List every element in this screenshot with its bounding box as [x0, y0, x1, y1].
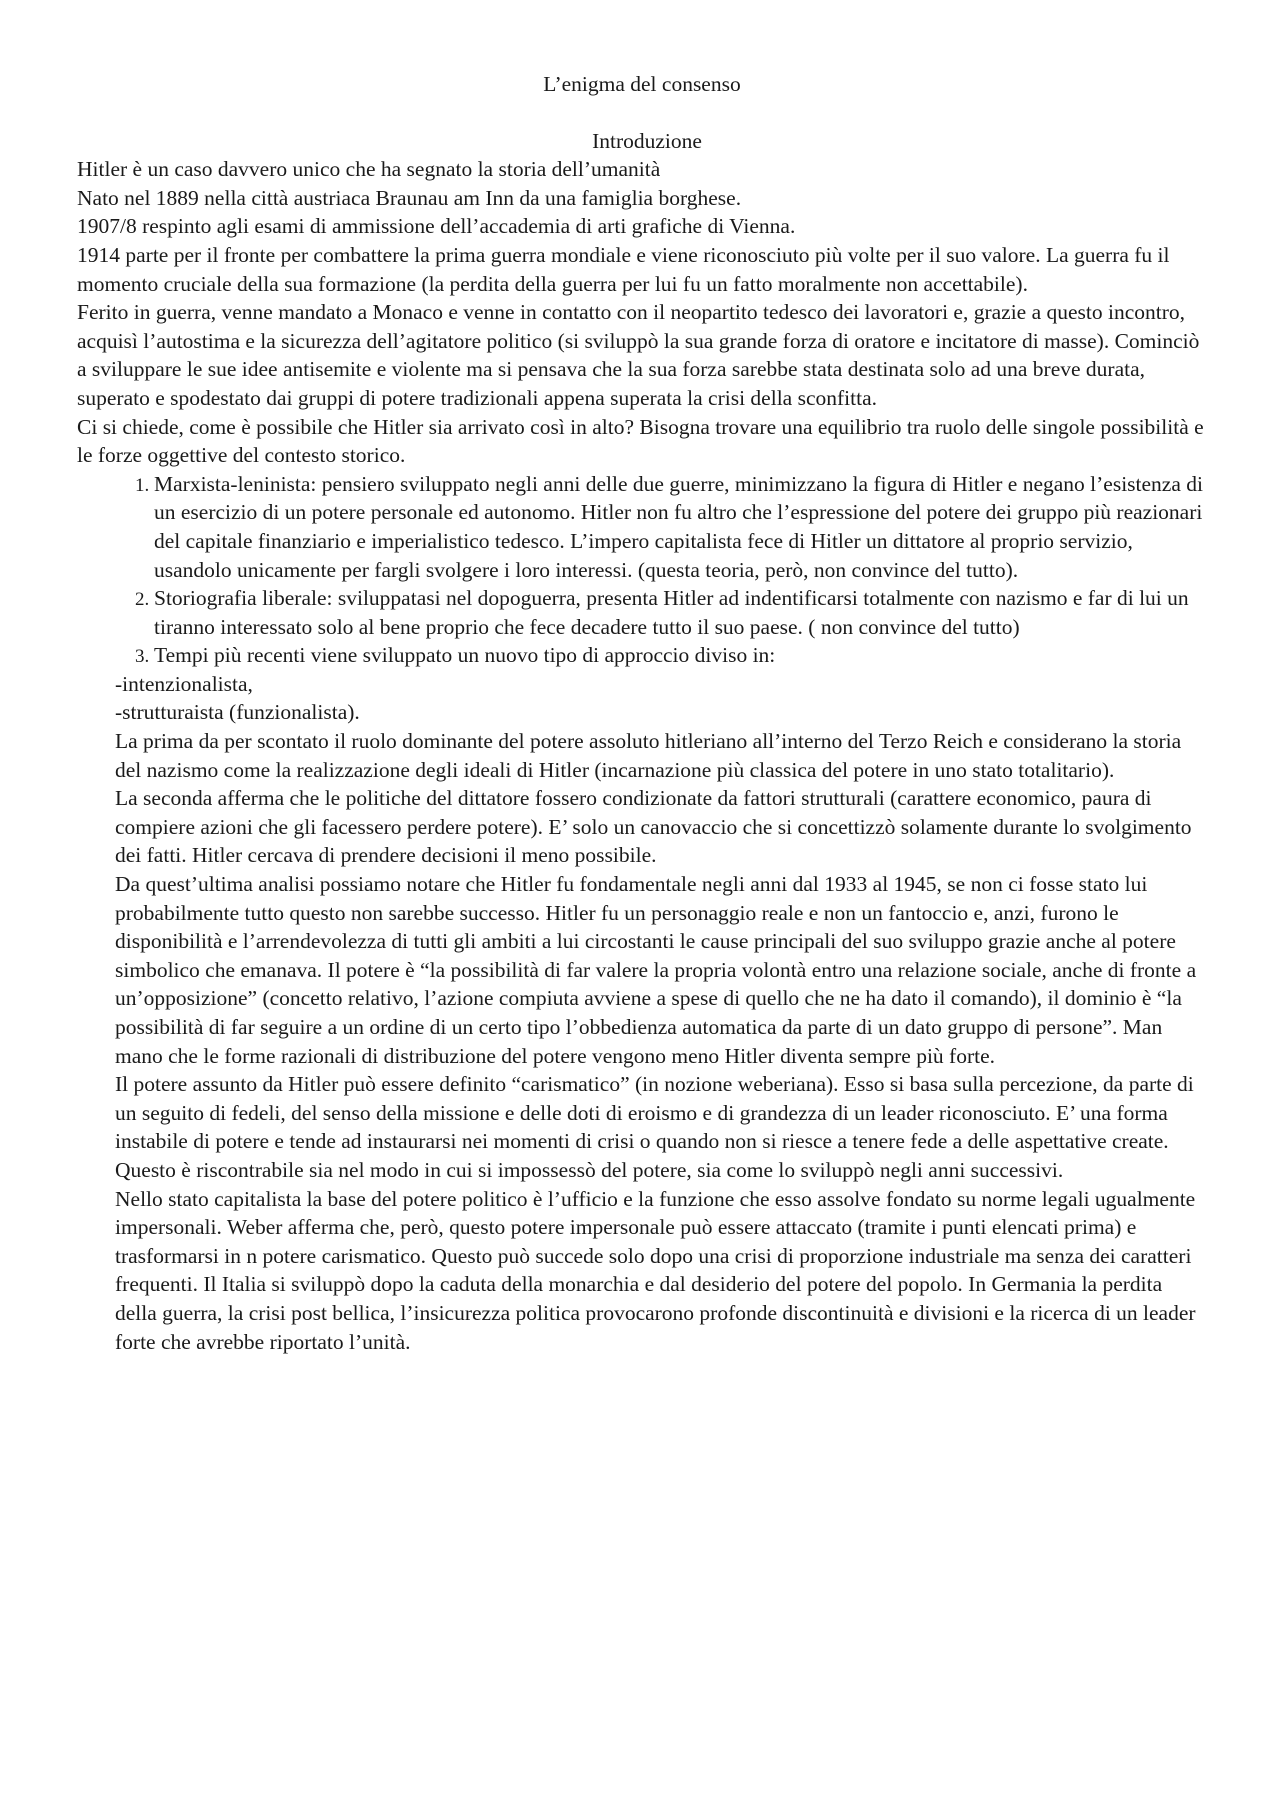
indented-section	[77, 670, 1207, 1356]
body-paragraph: Da quest’ultima analisi possiamo notare che Hitler fu fondamentale negli anni dal 1933 al 1945, se non ci fosse stato lui probabilmente tutto questo non sarebbe successo. Hitler fu un personaggio reale e non un fantoccio e, anzi, furono le disponibilità e l’arrendevolezza di tutti gli ambiti a lui circostanti le cause principali del suo sviluppo grazie anche al potere simbolico che emanava. Il potere è “la possibilità di far valere la propria volontà entro una relazione sociale, anche di fronte a un’opposizione” (concetto relativo, l’azione compiuta avviene a spese di quello che ne ha dato il comando), il dominio è “la possibilità di far seguire a un ordine di un certo tipo l’obbedienza automatica da parte di un dato gruppo di persone”. Man mano che le forme razionali di distribuzione del potere vengono meno Hitler diventa sempre più forte.	[115, 872, 1197, 1068]
sub-line: -strutturaista (funzionalista).	[115, 700, 360, 725]
list-item: 2. Storiografia liberale: sviluppatasi nel dopoguerra, presenta Hitler ad indentificarsi totalmente con nazismo e far di lui un tiranno interessato solo al bene proprio che fece decadere tutto il suo paese. ( non convince del tutto)	[154, 584, 1207, 641]
document-title: L’enigma del consenso	[543, 72, 741, 96]
body-paragraph: Il potere assunto da Hitler può essere definito “carismatico” (in nozione weberiana). Esso si basa sulla percezione, da parte di un seguito di fedeli, del senso della missione e delle doti di eroismo e di grandezza di un leader riconosciuto. E’ una forma instabile di potere e tende ad instaurarsi nei momenti di crisi o quando non si riesce a tenere fede a delle aspettative create. Questo è riscontrabile sia nel modo in cui si impossessò del potere, sia come lo sviluppò negli anni successivi.	[115, 1072, 1194, 1182]
sub-line: -intenzionalista,	[115, 671, 253, 696]
intro-paragraph: Ferito in guerra, venne mandato a Monaco e venne in contatto con il neopartito tedesco dei lavoratori e, grazie a questo incontro, acquisì l’autostima e la sicurezza dell’agitatore politico (si sviluppò la sua grande forza di oratore e incitatore di masse). Cominciò a sviluppare le sue idee antisemite e violente ma si pensava che la sua forza sarebbe stata destinata solo ad una breve durata, superato e spodestato dai gruppi di potere tradizionali appena superata la crisi della sconfitta.	[77, 300, 1200, 410]
intro-paragraph: Ci si chiede, come è possibile che Hitler sia arrivato così in alto? Bisogna trovare una equilibrio tra ruolo delle singole possibilità e le forze oggettive del contesto storico.	[77, 414, 1204, 468]
body-paragraph: La seconda afferma che le politiche del dittatore fossero condizionate da fattori strutturali (carattere economico, paura di compiere azioni che gli facessero perdere potere). E’ solo un canovaccio che si concettizzò solamente durante lo svolgimento dei fatti. Hitler cercava di prendere decisioni il meno possibile.	[115, 786, 1192, 868]
approaches-list	[77, 470, 1207, 670]
body-paragraph: Nello stato capitalista la base del potere politico è l’ufficio e la funzione che esso assolve fondato su norme legali ugualmente impersonali. Weber afferma che, però, questo potere impersonale può essere attaccato (tramite i punti elencati prima) e trasformarsi in n potere carismatico. Questo può succede solo dopo una crisi di proporzione industriale ma senza dei caratteri frequenti. Il Italia si sviluppò dopo la caduta della monarchia e dal desiderio del potere del popolo. In Germania la perdita della guerra, la crisi post bellica, l’insicurezza politica provocarono profonde discontinuità e divisioni e la ricerca di un leader forte che avrebbe riportato l’unità.	[115, 1186, 1196, 1354]
section-heading: Introduzione	[592, 128, 702, 153]
document-page	[77, 70, 1207, 1356]
intro-paragraph: 1914 parte per il fronte per combattere la prima guerra mondiale e viene riconosciuto più volte per il suo valore. La guerra fu il momento cruciale della sua formazione (la perdita della guerra per lui fu un fatto moralmente non accettabile).	[77, 242, 1170, 296]
body-paragraph: La prima da per scontato il ruolo dominante del potere assoluto hitleriano all’interno del Terzo Reich e considerano la storia del nazismo come la realizzazione degli ideali di Hitler (incarnazione più classica del potere in uno stato totalitario).	[115, 729, 1182, 782]
list-item: 1. Marxista-leninista: pensiero sviluppato negli anni delle due guerre, minimizzano la figura di Hitler e negano l’esistenza di un esercizio di un potere personale ed autonomo. Hitler non fu altro che l’espressione del potere dei gruppo più reazionari del capitale finanziario e imperialistico tedesco. L’impero capitalista fece di Hitler un dittatore al proprio servizio, usandolo unicamente per fargli svolgere i loro interessi. (questa teoria, però, non convince del tutto).	[154, 470, 1207, 584]
intro-paragraph: Nato nel 1889 nella città austriaca Braunau am Inn da una famiglia borghese.	[77, 185, 742, 210]
list-item: 3. Tempi più recenti viene sviluppato un nuovo tipo di approccio diviso in:	[154, 641, 1207, 670]
intro-paragraph: 1907/8 respinto agli esami di ammissione dell’accademia di arti grafiche di Vienna.	[77, 214, 796, 239]
intro-paragraph: Hitler è un caso davvero unico che ha segnato la storia dell’umanità	[77, 157, 661, 182]
